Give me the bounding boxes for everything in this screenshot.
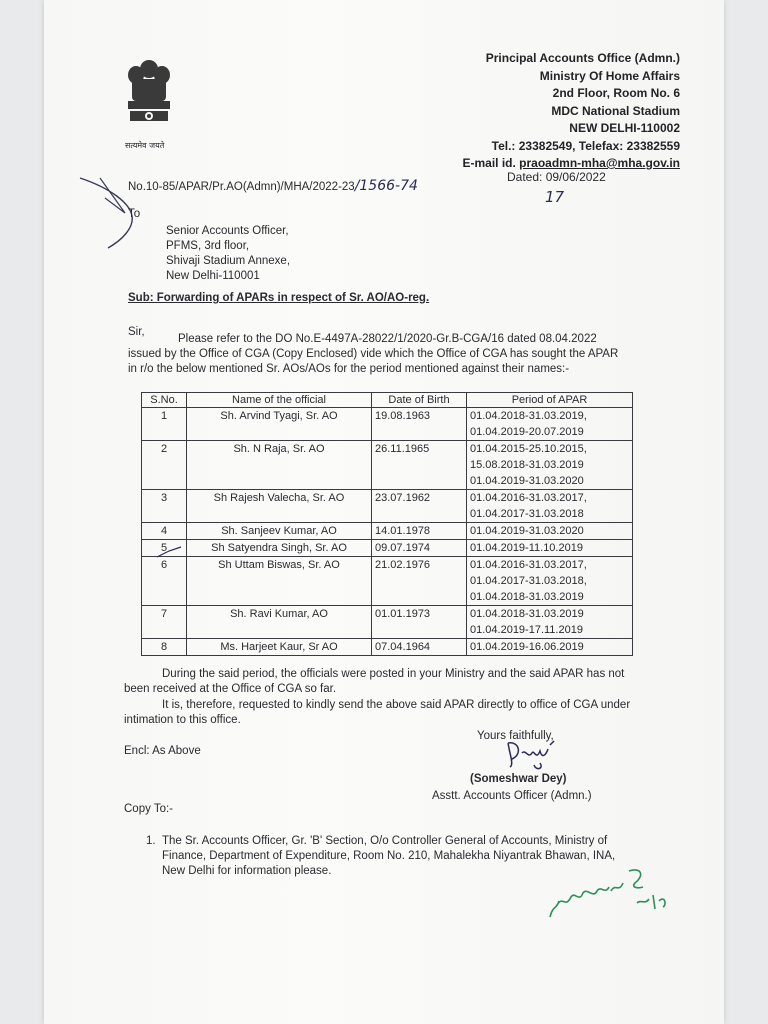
period-line: 01.04.2019-16.06.2019 — [470, 641, 584, 653]
cell-sno: 8 — [142, 639, 187, 656]
table-row — [142, 408, 633, 441]
office-line: Tel.: 23382549, Telefax: 23382559 — [491, 138, 680, 153]
period-line: 01.04.2017-31.03.2018 — [470, 508, 584, 520]
paragraph-status: During the said period, the officials were posted in your Ministry and the said APAR has not been received at the Office of CGA so far. — [124, 668, 625, 695]
handwritten-signature — [500, 735, 562, 773]
cell-dob: 01.01.1973 — [372, 606, 467, 639]
addressee-block — [166, 224, 290, 284]
col-header: Name of the official — [187, 393, 372, 408]
cell-periods — [467, 639, 633, 656]
period-line: 01.04.2016-31.03.2017, — [470, 492, 587, 504]
period-line: 01.04.2015-25.10.2015, — [470, 443, 587, 455]
apar-table — [141, 392, 633, 656]
copy-item-text: The Sr. Accounts Officer, Gr. 'B' Section, O/o Controller General of Accounts, Ministry of Finance, Department of Expenditure, Room No. 210, Mahalekha Niyantrak Bhawan, INA, New Delhi for information please. — [162, 835, 616, 877]
table-row — [142, 540, 633, 557]
addressee-line: PFMS, 3rd floor, — [166, 240, 250, 252]
period-line: 01.04.2018-31.03.2019 — [470, 608, 584, 620]
cell-dob: 21.02.1976 — [372, 557, 467, 606]
office-line: NEW DELHI-110002 — [569, 121, 680, 135]
cell-sno: 1 — [142, 408, 187, 441]
cell-dob: 26.11.1965 — [372, 441, 467, 490]
copy-to-label: Copy To:- — [124, 803, 174, 815]
cell-name: Sh. Sanjeev Kumar, AO — [187, 523, 372, 540]
cell-name: Ms. Harjeet Kaur, Sr AO — [187, 639, 372, 656]
cell-periods — [467, 408, 633, 441]
email-label: E-mail id. — [462, 156, 516, 170]
cell-periods — [467, 441, 633, 490]
office-line: 2nd Floor, Room No. 6 — [552, 86, 680, 100]
table-row — [142, 606, 633, 639]
cell-sno: 4 — [142, 523, 187, 540]
cell-sno: 6 — [142, 557, 187, 606]
cell-name: Sh. Ravi Kumar, AO — [187, 606, 372, 639]
table-row — [142, 639, 633, 656]
period-line: 01.04.2019-17.11.2019 — [470, 624, 583, 636]
cell-sno: 7 — [142, 606, 187, 639]
cell-sno: 3 — [142, 490, 187, 523]
handwritten-arrow — [70, 168, 180, 258]
cell-periods — [467, 540, 633, 557]
signatory-name: (Someshwar Dey) — [470, 773, 567, 785]
signatory-designation: Asstt. Accounts Officer (Admn.) — [432, 790, 592, 802]
copy-item-number: 1. — [146, 835, 156, 847]
national-emblem-icon — [118, 55, 180, 145]
paragraph-request: It is, therefore, requested to kindly send the above said APAR directly to office of CGA under intimation to this office. — [124, 699, 631, 726]
cell-name: Sh Uttam Biswas, Sr. AO — [187, 557, 372, 606]
period-line: 15.08.2018-31.03.2019 — [470, 459, 584, 471]
table-row — [142, 441, 633, 490]
office-line: Ministry Of Home Affairs — [539, 68, 680, 83]
cell-name: Sh. Arvind Tyagi, Sr. AO — [187, 408, 372, 441]
period-line: 01.04.2016-31.03.2017, — [470, 559, 587, 571]
col-header: S.No. — [142, 393, 187, 408]
cell-dob: 14.01.1978 — [372, 523, 467, 540]
period-line: 01.04.2019-31.03.2020 — [470, 475, 584, 487]
table-row — [142, 523, 633, 540]
handwritten-green-note — [545, 865, 675, 925]
cell-sno: 5 — [142, 540, 187, 557]
table-header-row — [142, 393, 633, 408]
emblem-motto: सत्यमेव जयते — [125, 141, 165, 150]
cell-dob: 23.07.1962 — [372, 490, 467, 523]
table-row — [142, 557, 633, 606]
office-line: MDC National Stadium — [551, 103, 680, 118]
period-line: 01.04.2018-31.03.2019, — [470, 410, 587, 422]
paragraph-intro: Please refer to the DO No.E-4497A-28022/1/2020-Gr.B-CGA/16 dated 08.04.2022 issued by the Office of CGA (Copy Enclosed) vide which the Office of CGA has sought the APAR in r/o the below mentioned Sr. AOs/AOs for the period mentioned against their names:- — [128, 333, 619, 375]
dated-line — [507, 170, 606, 184]
cell-dob: 09.07.1974 — [372, 540, 467, 557]
office-address — [462, 50, 680, 173]
handwritten-tick — [155, 545, 185, 563]
cell-periods — [467, 606, 633, 639]
addressee-line: New Delhi-110001 — [166, 270, 260, 282]
cell-periods — [467, 523, 633, 540]
cell-name: Sh. N Raja, Sr. AO — [187, 441, 372, 490]
salutation: Sir, — [128, 326, 145, 338]
table-row — [142, 490, 633, 523]
cell-periods — [467, 490, 633, 523]
cell-sno: 2 — [142, 441, 187, 490]
dated-label: Dated: — [507, 170, 543, 184]
col-header: Date of Birth — [372, 393, 467, 408]
enclosure-note: Encl: As Above — [124, 745, 201, 757]
to-label: To — [128, 208, 141, 220]
period-line: 01.04.2019-31.03.2020 — [470, 525, 584, 537]
cell-dob: 19.08.1963 — [372, 408, 467, 441]
cell-name: Sh Rajesh Valecha, Sr. AO — [187, 490, 372, 523]
addressee-line: Shivaji Stadium Annexe, — [166, 255, 291, 267]
cell-dob: 07.04.1964 — [372, 639, 467, 656]
period-line: 01.04.2017-31.03.2018, — [470, 575, 587, 587]
addressee-line: Senior Accounts Officer, — [166, 225, 289, 237]
handwritten-dispatch-number: /1566-74 — [354, 178, 418, 194]
period-line: 01.04.2018-31.03.2019 — [470, 591, 584, 603]
col-header: Period of APAR — [467, 393, 633, 408]
email-link[interactable]: praoadmn-mha@mha.gov.in — [519, 156, 680, 170]
office-line: Principal Accounts Office (Admn.) — [485, 51, 680, 65]
subject-line: Sub: Forwarding of APARs in respect of Sr. AO/AO-reg. — [128, 292, 430, 304]
cell-name: Sh Satyendra Singh, Sr. AO — [187, 540, 372, 557]
reference-number-text: No.10-85/APAR/Pr.AO(Admn)/MHA/2022-23 — [128, 181, 355, 193]
closing-yours: Yours faithfully, — [477, 730, 554, 742]
handwritten-mark: 17 — [545, 188, 565, 206]
period-line: 01.04.2019-11.10.2019 — [470, 542, 583, 554]
cell-periods — [467, 557, 633, 606]
dated-value: 09/06/2022 — [545, 170, 606, 184]
period-line: 01.04.2019-20.07.2019 — [470, 426, 584, 438]
